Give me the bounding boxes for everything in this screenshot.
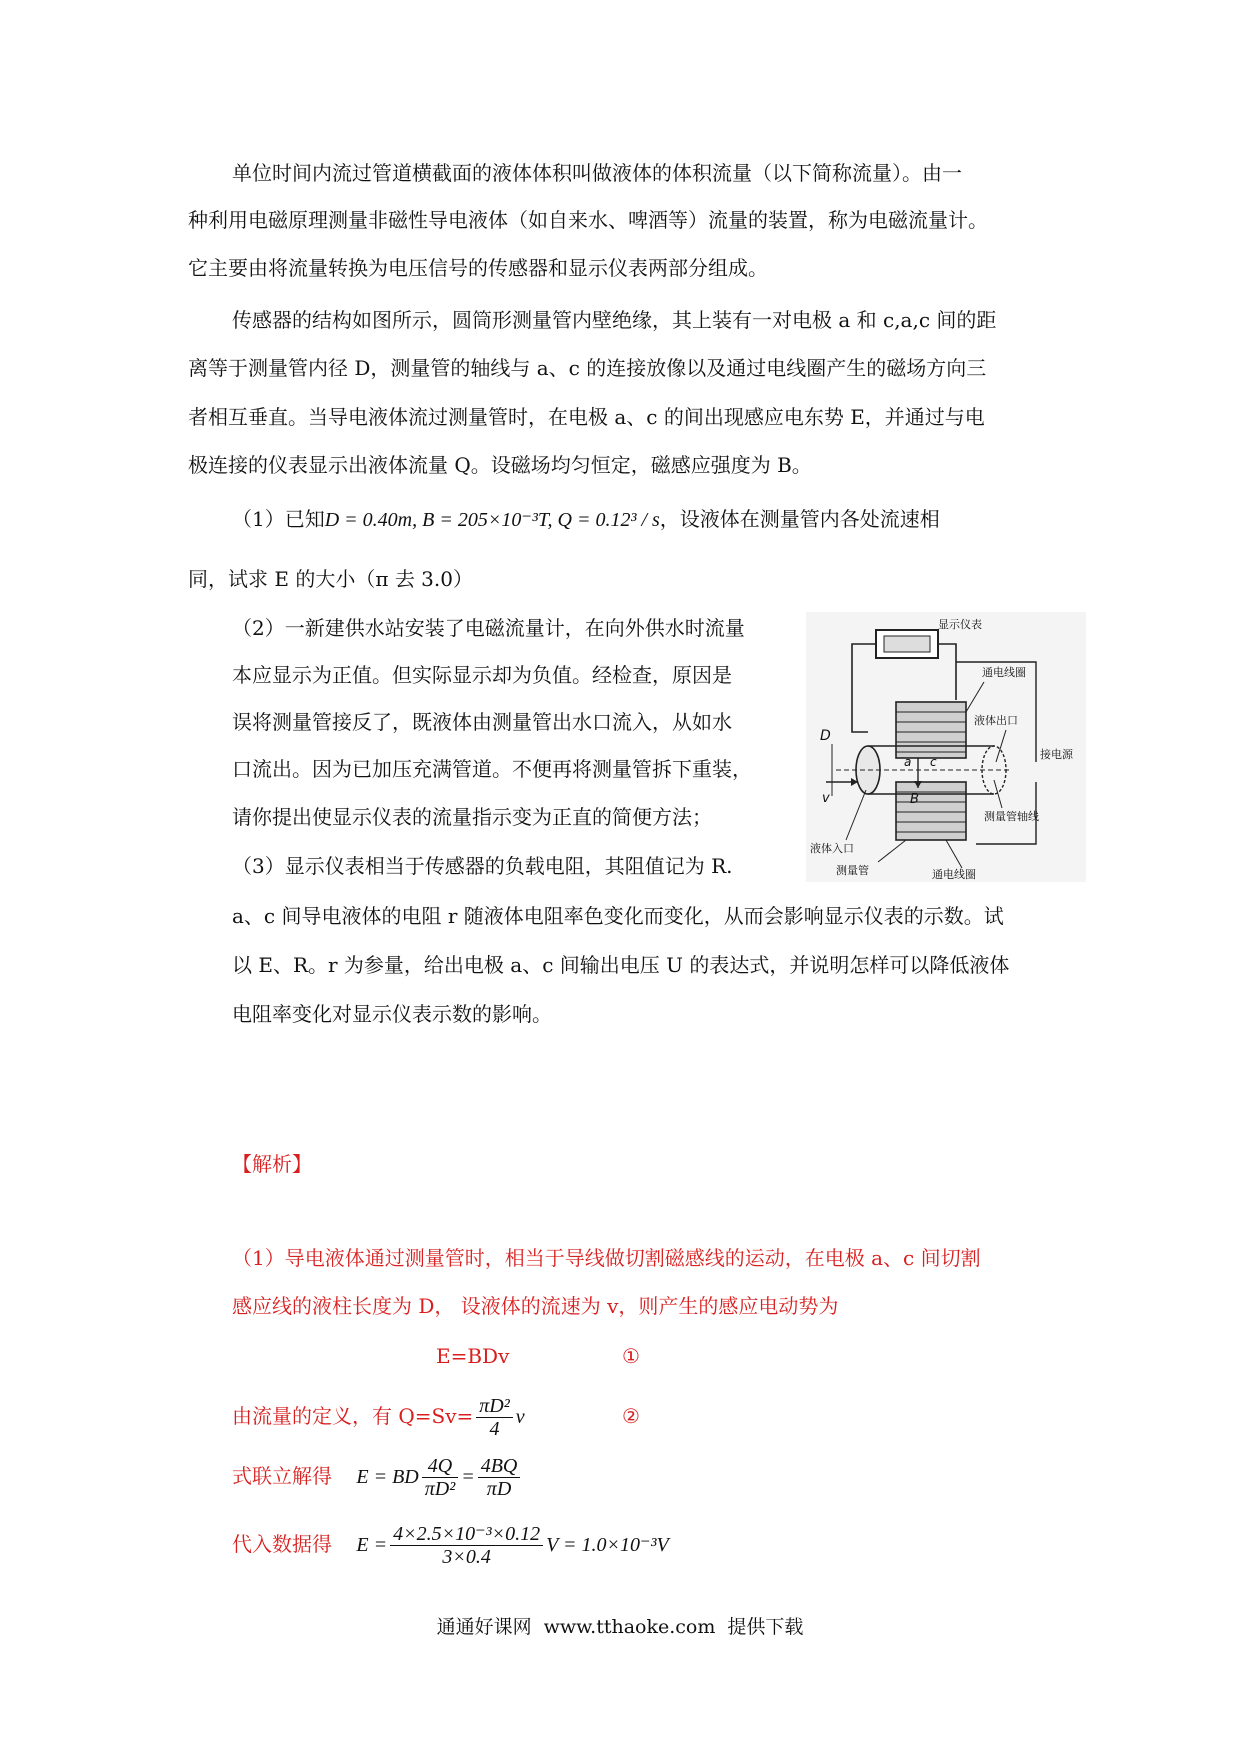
equation-2-text: 由流量的定义，有 Q=Sv=: [232, 1404, 474, 1428]
question-1-line-1: [232, 505, 940, 534]
equation-3-fraction-1: [422, 1455, 458, 1500]
paragraph-1-line-1: 单位时间内流过管道横截面的液体体积叫做液体的体积流量（以下简称流量）。由一: [232, 161, 962, 185]
equation-3-denominator-1: πD²: [424, 1478, 456, 1500]
question-1-line-2: 同，试求 E 的大小（π 去 3.0）: [188, 567, 473, 591]
coil-label-top: 通电线圈: [982, 666, 1026, 679]
paragraph-2-line-3: 者相互垂直。当导电液体流过测量管时，在电极 a、c 的间出现感应电东势 E，并通过与电: [188, 405, 985, 429]
equation-3-denominator-2: πD: [486, 1478, 512, 1500]
symbol-d: D: [820, 728, 831, 744]
page-footer: [0, 1612, 1240, 1639]
equation-3-numerator-1: 4Q: [422, 1455, 458, 1478]
outlet-label: 液体出口: [974, 714, 1018, 727]
flowmeter-diagram: [806, 612, 1086, 882]
equation-2-marker: ②: [622, 1404, 640, 1428]
lower-coil-shape: [896, 782, 966, 840]
flowmeter-figure: [806, 612, 1086, 882]
paragraph-1-line-2: 种利用电磁原理测量非磁性导电液体（如自来水、啤酒等）流量的装置，称为电磁流量计。: [188, 208, 988, 232]
equation-2-denominator: 4: [489, 1418, 500, 1440]
question-3-line-1: （3）显示仪表相当于传感器的负载电阻，其阻值记为 R.: [232, 854, 733, 878]
equation-4-numerator: 4×2.5×10⁻³×0.12: [390, 1523, 543, 1546]
equation-3-text: 式联立解得: [232, 1464, 332, 1488]
solution-1-line-1: （1）导电液体通过测量管时，相当于导线做切割磁感线的运动，在电极 a、c 间切割: [232, 1246, 981, 1270]
equation-4: [232, 1516, 669, 1573]
paragraph-2-line-1: 传感器的结构如图所示，圆筒形测量管内壁绝缘，其上装有一对电极 a 和 c,a,c 间的距: [232, 308, 997, 332]
equation-4-lhs: E =: [356, 1534, 388, 1556]
axis-label: 测量管轴线: [984, 810, 1039, 823]
question-1-prefix: （1）已知: [232, 507, 325, 531]
equation-4-text: 代入数据得: [232, 1532, 332, 1556]
power-label: 接电源: [1040, 748, 1073, 761]
equation-2: [232, 1388, 525, 1445]
paragraph-2-line-2: 离等于测量管内径 D，测量管的轴线与 a、c 的连接放像以及通过电线圈产生的磁场方向三: [188, 356, 987, 380]
footer-tail: 提供下载: [727, 1616, 804, 1638]
equation-4-denominator: 3×0.4: [442, 1546, 491, 1568]
equation-2-tail: v: [515, 1406, 525, 1428]
equation-4-fraction: [390, 1523, 543, 1568]
equation-3: 式联立解得 E = BD $\frac{4Q}{\text{πD²}}$ = $\frac{4BQ}{\pi D}$: [232, 1448, 523, 1505]
equation-4-rhs: V = 1.0×10⁻³V: [546, 1534, 669, 1556]
tube-label: 测量管: [836, 864, 869, 877]
question-1-suffix: ，设液体在测量管内各处流速相: [659, 507, 940, 531]
footer-url[interactable]: www.tthaoke.com: [543, 1616, 716, 1638]
equation-1: E=BDv: [436, 1344, 510, 1368]
question-1-formula: D = 0.40m, B = 205×10⁻³T, Q = 0.12³ / s: [324, 509, 660, 531]
question-3-line-3: 以 E、R。r 为参量，给出电极 a、c 间输出电压 U 的表达式，并说明怎样可以降低液体: [232, 953, 1010, 977]
question-2-line-5: 请你提出使显示仪表的流量指示变为正直的简便方法；: [232, 805, 712, 829]
equation-1-marker: ①: [622, 1344, 640, 1368]
display-label: 显示仪表: [938, 618, 982, 631]
symbol-b: B: [910, 792, 919, 807]
solution-heading: 【解析】: [232, 1152, 312, 1176]
question-2-line-2: 本应显示为正值。但实际显示却为负值。经检查，原因是: [232, 663, 732, 687]
equation-3-numerator-2: 4BQ: [478, 1455, 521, 1478]
equation-3-fraction-2: [478, 1455, 521, 1500]
paragraph-2-line-4: 极连接的仪表显示出液体流量 Q。设磁场均匀恒定，磁感应强度为 B。: [188, 453, 812, 477]
footer-site-name: 通通好课网: [436, 1616, 532, 1638]
paragraph-1-line-3: 它主要由将流量转换为电压信号的传感器和显示仪表两部分组成。: [188, 256, 768, 280]
inlet-label: 液体入口: [810, 842, 854, 855]
question-2-line-1: （2）一新建供水站安装了电磁流量计，在向外供水时流量: [232, 616, 745, 640]
upper-coil-shape: [896, 702, 966, 758]
symbol-v: v: [822, 791, 830, 806]
symbol-a: a: [904, 755, 912, 769]
question-2-line-4: 口流出。因为已加压充满管道。不便再将测量管拆下重装，: [232, 757, 752, 781]
equation-3-lhs: E = BD: [356, 1466, 419, 1488]
question-3-line-2: a、c 间导电液体的电阻 r 随液体电阻率色变化而变化，从而会影响显示仪表的示数。试: [232, 904, 1004, 928]
equation-2-numerator: πD²: [476, 1395, 512, 1418]
coil-label-bottom: 通电线圈: [932, 868, 976, 881]
equation-2-fraction: [476, 1395, 512, 1440]
solution-1-line-2: 感应线的液柱长度为 D， 设液体的流速为 v，则产生的感应电动势为: [232, 1294, 839, 1318]
question-2-line-3: 误将测量管接反了，既液体由测量管出水口流入，从如水: [232, 710, 732, 734]
symbol-c: c: [930, 755, 937, 769]
question-3-line-4: 电阻率变化对显示仪表示数的影响。: [232, 1002, 552, 1026]
